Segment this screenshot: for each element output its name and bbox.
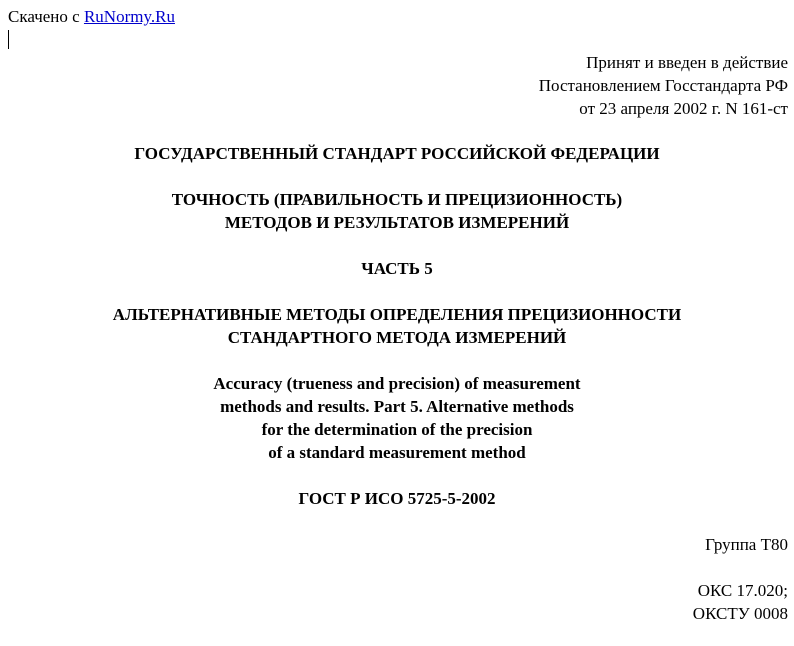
gost-number: ГОСТ Р ИСО 5725-5-2002 (298, 489, 496, 508)
code-line: ОКС 17.020; (697, 581, 788, 600)
source-line (8, 5, 175, 28)
group-label: Группа Т80 (705, 535, 788, 554)
english-title (0, 372, 794, 464)
approval-line: Принят и введен в действие (586, 53, 788, 72)
approval-block (539, 51, 788, 120)
approval-line: от 23 апреля 2002 г. N 161-ст (579, 99, 788, 118)
english-title-line: for the determination of the precision (261, 420, 533, 439)
title-line: ТОЧНОСТЬ (ПРАВИЛЬНОСТЬ И ПРЕЦИЗИОННОСТЬ) (171, 190, 623, 209)
subtitle-line: СТАНДАРТНОГО МЕТОДА ИЗМЕРЕНИЙ (227, 328, 567, 347)
classification-codes (693, 579, 788, 625)
source-link[interactable]: RuNormy.Ru (83, 7, 175, 26)
english-title-line: Accuracy (trueness and precision) of measurement (213, 374, 581, 393)
state-standard-heading: ГОСУДАРСТВЕННЫЙ СТАНДАРТ РОССИЙСКОЙ ФЕДЕРАЦИИ (134, 144, 660, 163)
document-title (0, 188, 794, 234)
code-line: ОКСТУ 0008 (692, 604, 788, 623)
subtitle-line: АЛЬТЕРНАТИВНЫЕ МЕТОДЫ ОПРЕДЕЛЕНИЯ ПРЕЦИЗИОННОСТИ (112, 305, 682, 324)
document-subtitle (0, 303, 794, 349)
part-label: ЧАСТЬ 5 (361, 259, 433, 278)
approval-line: Постановлением Госстандарта РФ (538, 76, 788, 95)
text-cursor (8, 30, 9, 49)
title-line: МЕТОДОВ И РЕЗУЛЬТАТОВ ИЗМЕРЕНИЙ (224, 213, 570, 232)
english-title-line: of a standard measurement method (268, 443, 526, 462)
english-title-line: methods and results. Part 5. Alternative methods (220, 397, 574, 416)
source-prefix: Скачено с (8, 7, 84, 26)
